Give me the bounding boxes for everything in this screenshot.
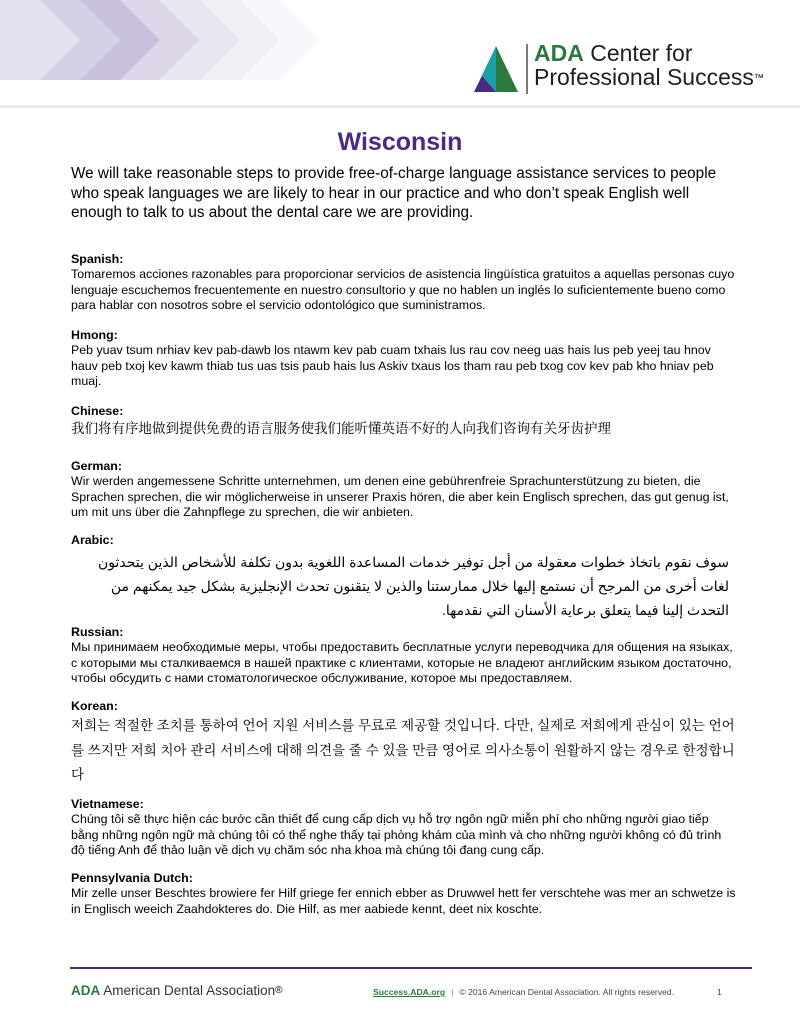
section-text: Mir zelle unser Beschtes browiere fer Hilf griege fer ennich ebber as Druwwel hett fer verschtehe was mer an schwetze is in Englisch weeich Zaahdokteres do. Die Hilf, as mer aabiede kennt, deet nix koschte. <box>71 886 736 916</box>
logo-trademark: ™ <box>753 73 764 84</box>
footer-ada-logo <box>71 983 282 998</box>
footer-ada: ADA <box>71 983 101 998</box>
section-arabic <box>71 533 736 622</box>
section-vietnamese <box>71 797 736 859</box>
section-label: Hmong: <box>71 328 118 342</box>
section-pennsylvania-dutch <box>71 871 736 917</box>
section-text: Peb yuav tsum nrhiav kev pab-dawb los ntawm kev pab cuam txhais lus rau cov neeg uas hais lus peb yeej tau hnov hauv peb txoj kev kawm thiab tus uas tsis paub hais lus Askiv txaus los tham rau peb txog cov kev pab kho hniav peb muaj. <box>71 343 714 388</box>
logo-line2: Professional Success <box>534 64 754 90</box>
ada-cps-logo <box>468 40 768 94</box>
footer-divider <box>70 967 752 969</box>
section-text: Chúng tôi sẽ thực hiện các bước cần thiết để cung cấp dịch vụ hỗ trợ ngôn ngữ miễn phí cho những người giao tiếp bằng những ngôn ngữ mà chúng tôi có thể nghe thấy tại phòng khám của mình và cho những người không có đủ trình độ tiếng Anh để thảo luận về dịch vụ chăm sóc nha khoa mà chúng tôi đang cung cấp. <box>71 812 722 857</box>
section-russian <box>71 625 736 687</box>
footer-separator: | <box>451 987 454 997</box>
footer-copyright: © 2016 American Dental Association. All rights reserved. <box>459 987 674 997</box>
section-label: Russian: <box>71 625 124 639</box>
logo-ada: ADA <box>534 40 584 66</box>
page-title: Wisconsin <box>337 128 463 156</box>
triangle-logo-icon <box>468 46 518 92</box>
footer-website-link[interactable]: Success.ADA.org <box>373 987 446 997</box>
section-label: Vietnamese: <box>71 797 144 811</box>
logo-divider <box>526 44 528 94</box>
section-hmong <box>71 328 736 390</box>
logo-wordmark <box>534 41 764 89</box>
section-korean <box>71 699 736 788</box>
section-text: سوف نقوم باتخاذ خطوات معقولة من أجل توفير خدمات المساعدة اللغوية بدون تكلفة للأشخاص الذين يتحدثون لغات أخرى من المرجح أن نستمع إليها خلال ممارستنا والذين لا يتقنون تحدث الإنجليزية بشكل جيد يمكنهم من التحدث إلينا فيما يتعلق برعاية الأسنان التي نقدمها. <box>97 554 729 618</box>
section-chinese <box>71 404 736 438</box>
section-label: German: <box>71 459 122 473</box>
logo-line1: Center for <box>583 40 693 66</box>
header-chevron-pattern <box>0 0 330 80</box>
section-label: Pennsylvania Dutch: <box>71 871 193 885</box>
section-label: Arabic: <box>71 533 114 547</box>
footer-meta <box>373 987 674 997</box>
section-text: 我们将有序地做到提供免费的语言服务使我们能听懂英语不好的人向我们咨询有关牙齿护理 <box>71 421 611 436</box>
page-number: 1 <box>717 987 722 997</box>
header-divider <box>0 105 800 108</box>
intro-paragraph: We will take reasonable steps to provide free-of-charge language assistance services to people who speak languages we are likely to hear in our practice and who don’t speak English well enough to talk to us about the dental care we are providing. <box>71 165 717 221</box>
footer-registered-mark: ® <box>275 985 283 996</box>
section-text: Мы принимаем необходимые меры, чтобы предоставить бесплатные услуги переводчика для общения на языках, с которыми мы сталкиваемся в нашей практике с клиентами, которые не владеют английским языком достаточно, чтобы обсудить с нами стоматологическое обслуживание, которое мы предоставляем. <box>71 640 733 685</box>
section-label: Chinese: <box>71 404 124 418</box>
section-spanish <box>71 252 736 314</box>
footer-org-name: American Dental Association <box>103 983 276 998</box>
section-label: Spanish: <box>71 252 124 266</box>
section-text: Wir werden angemessene Schritte unternehmen, um denen eine gebührenfreie Sprachunterstützung zu bieten, die Sprachen sprechen, die wir möglicherweise in unserer Praxis hören, die aber kein Englisch sprechen, das gut genug ist, um mit uns über die Zahnpflege zu sprechen, die wir anbieten. <box>71 474 729 519</box>
section-label: Korean: <box>71 699 118 713</box>
section-text: Tomaremos acciones razonables para proporcionar servicios de asistencia lingüística gratuitos a aquellas personas cuyo lenguaje escuchemos frecuentemente en nuestro consultorio y que no hablen un inglés lo suficientemente bueno como para hablar con nosotros sobre el servicio odontológico que suministramos. <box>71 267 735 312</box>
section-text: 저희는 적절한 조치를 통하여 언어 지원 서비스를 무료로 제공할 것입니다. 다만, 실제로 저희에게 관심이 있는 언어를 쓰지만 저희 치아 관리 서비스에 대해 의견을 줄 수 있을 만큼 영어로 의사소통이 원활하지 않는 경우로 한정합니다 <box>71 718 735 782</box>
section-german <box>71 459 736 521</box>
